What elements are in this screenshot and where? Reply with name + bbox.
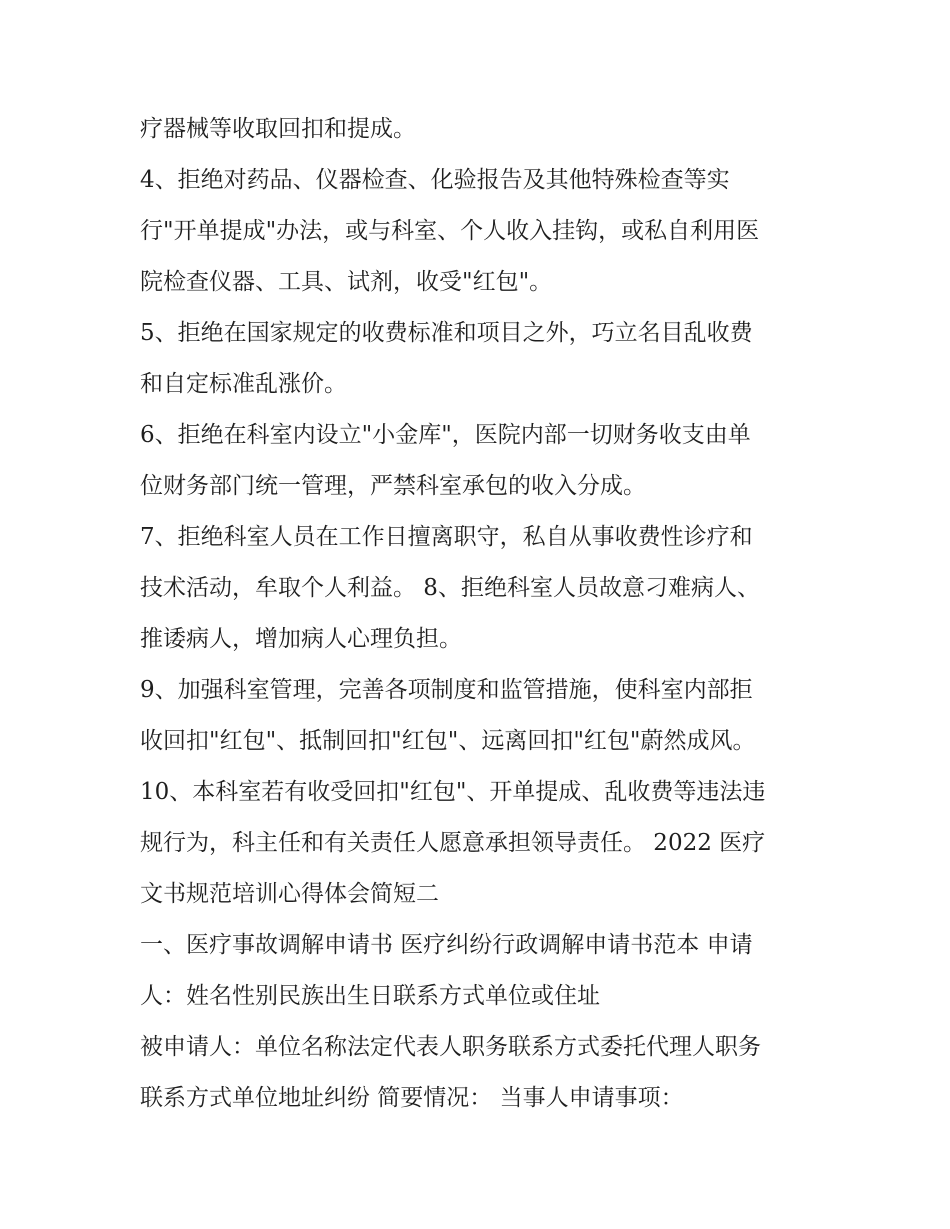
text-line: 一、医疗事故调解申请书 医疗纠纷行政调解申请书范本 申请	[140, 932, 753, 958]
text-line: 联系方式单位地址纠纷 简要情况： 当事人申请事项：	[140, 1085, 684, 1111]
text-line: 4、拒绝对药品、仪器检查、化验报告及其他特殊检查等实	[140, 167, 730, 193]
text-line: 规行为，科主任和有关责任人愿意承担领导责任。 2022 医疗	[140, 830, 766, 856]
text-line: 9、加强科室管理，完善各项制度和监管措施，使科室内部拒	[140, 677, 753, 703]
text-line: 行"开单提成"办法，或与科室、个人收入挂钩，或私自利用医	[140, 218, 760, 244]
text-line: 5、拒绝在国家规定的收费标准和项目之外，巧立名目乱收费	[140, 320, 753, 346]
text-line: 院检查仪器、工具、试剂，收受"红包"。	[140, 269, 553, 295]
text-line: 技术活动，牟取个人利益。 8、拒绝科室人员故意刁难病人、	[140, 575, 760, 601]
text-line: 位财务部门统一管理，严禁科室承包的收入分成。	[140, 473, 646, 499]
text-line: 收回扣"红包"、抵制回扣"红包"、远离回扣"红包"蔚然成风。	[140, 728, 756, 754]
text-line: 被申请人：单位名称法定代表人职务联系方式委托代理人职务	[140, 1034, 761, 1060]
text-line: 文书规范培训心得体会简短二	[140, 881, 439, 907]
text-line: 6、拒绝在科室内设立"小金库"，医院内部一切财务收支由单	[140, 422, 751, 448]
text-line: 人：姓名性别民族出生日联系方式单位或住址	[140, 983, 600, 1009]
text-line: 7、拒绝科室人员在工作日擅离职守，私自从事收费性诊疗和	[140, 524, 753, 550]
text-line: 和自定标准乱涨价。	[140, 371, 347, 397]
text-line: 疗器械等收取回扣和提成。	[140, 116, 416, 142]
text-line: 推诿病人，增加病人心理负担。	[140, 626, 462, 652]
text-line: 10、本科室若有收受回扣"红包"、开单提成、乱收费等违法违	[140, 779, 766, 805]
document-body	[140, 104, 820, 1124]
